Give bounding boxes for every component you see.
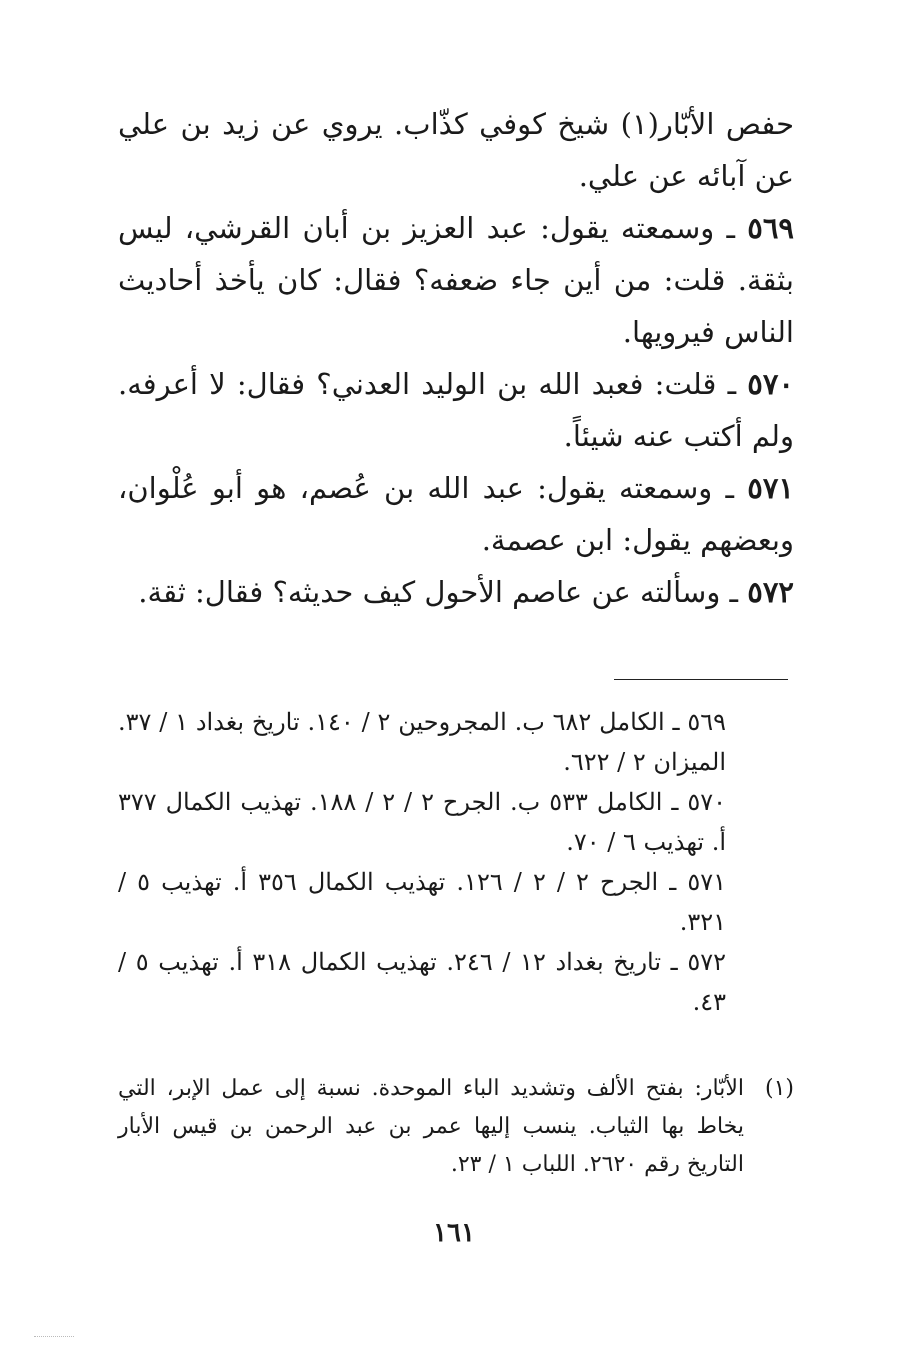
page-number: ١٦١	[433, 1218, 475, 1248]
references-section	[118, 702, 726, 1022]
reference-569: ٥٦٩ ـ الكامل ٦٨٢ ب. المجروحين ٢ / ١٤٠. تاريخ بغداد ١ / ٣٧. الميزان ٢ / ٦٢٢.	[118, 708, 727, 776]
entry-text: ـ قلت: فعبد الله بن الوليد العدني؟ فقال: لا أعرفه. ولم أكتب عنه شيئاً.	[118, 367, 794, 453]
entry-572	[118, 566, 794, 618]
entry-569	[118, 202, 794, 358]
reference-571: ٥٧١ ـ الجرح ٢ / ٢ / ١٢٦. تهذيب الكمال ٣٥٦ أ. تهذيب ٥ / ٣٢١.	[118, 868, 727, 936]
reference-570: ٥٧٠ ـ الكامل ٥٣٣ ب. الجرح ٢ / ٢ / ١٨٨. تهذيب الكمال ٣٧٧ أ. تهذيب ٦ / ٧٠.	[118, 788, 727, 856]
entry-number: ٥٧٢	[747, 575, 794, 609]
main-text-body	[118, 98, 794, 618]
entry-number: ٥٦٩	[747, 211, 794, 245]
paragraph-hafs-al-abbar: حفص الأبّار(١) شيخ كوفي كذّاب. يروي عن زيد بن علي عن آبائه عن علي.	[118, 107, 794, 193]
entry-text: ـ وسألته عن عاصم الأحول كيف حديثه؟ فقال: ثقة.	[138, 575, 748, 609]
scan-speck	[34, 1336, 74, 1338]
footnote-marker: (١)	[764, 1076, 794, 1101]
reference-572: ٥٧٢ ـ تاريخ بغداد ١٢ / ٢٤٦. تهذيب الكمال ٣١٨ أ. تهذيب ٥ / ٤٣.	[118, 948, 727, 1016]
footnote	[118, 1070, 794, 1184]
entry-text: ـ وسمعته يقول: عبد العزيز بن أبان القرشي، ليس بثقة. قلت: من أين جاء ضعفه؟ فقال: كان يأخذ أحاديث الناس فيرويها.	[118, 211, 794, 349]
entry-text: ـ وسمعته يقول: عبد الله بن عُصم، هو أبو عُلْوان، وبعضهم يقول: ابن عصمة.	[118, 471, 794, 557]
entry-number: ٥٧١	[747, 471, 794, 505]
entry-571	[118, 462, 794, 566]
entry-number: ٥٧٠	[747, 367, 794, 401]
entry-570	[118, 358, 794, 462]
footnote-text: الأبّار: بفتح الألف وتشديد الباء الموحدة. نسبة إلى عمل الإبر، التي يخاط بها الثياب. ينسب إليها عمر بن عبد الرحمن بن قيس الأبار التاريخ رقم ٢٦٢٠. اللباب ١ / ٢٣.	[118, 1076, 744, 1177]
footnote-divider	[614, 679, 788, 680]
